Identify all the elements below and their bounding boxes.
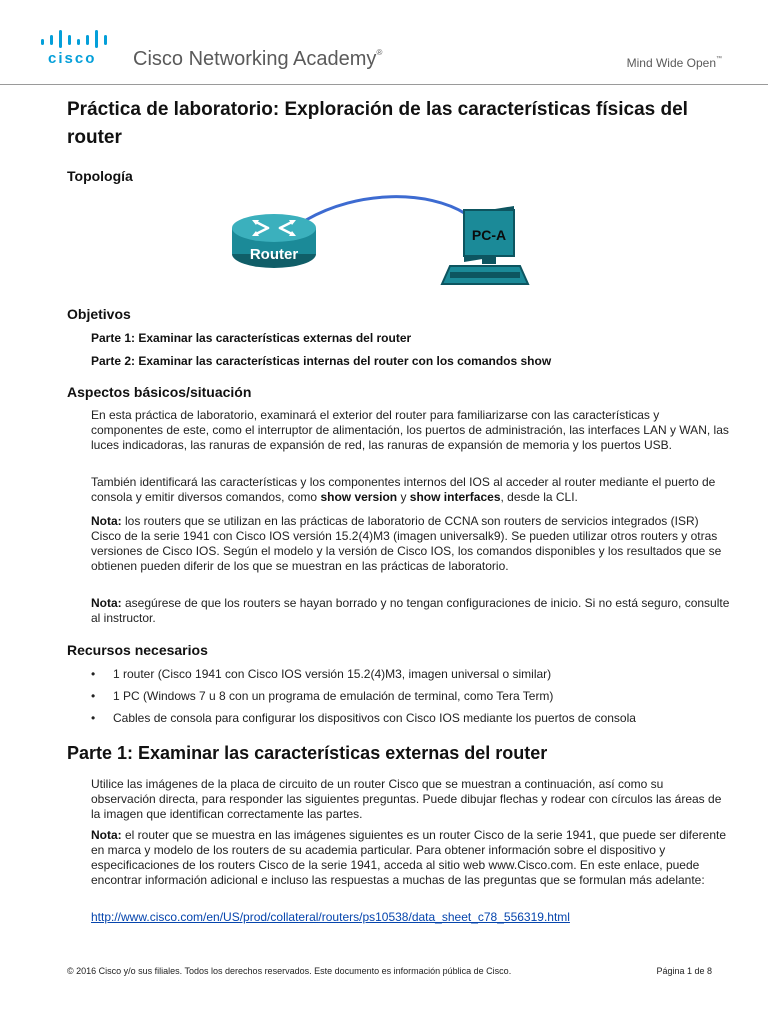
objetivo-parte-2: Parte 2: Examinar las características internas del router con los comandos show — [91, 354, 552, 368]
list-item: • 1 router (Cisco 1941 con Cisco IOS versión 15.2(4)M3, imagen universal o similar) — [91, 667, 731, 689]
footer-copyright: © 2016 Cisco y/o sus filiales. Todos los derechos reservados. Este documento es información pública de Cisco. — [67, 966, 512, 976]
page-header — [0, 0, 768, 85]
parte-1-heading: Parte 1: Examinar las características externas del router — [67, 743, 548, 763]
objetivo-parte-1: Parte 1: Examinar las características externas del router — [91, 331, 412, 345]
footer-page-number: Página 1 de 8 — [656, 966, 712, 976]
aspectos-paragraph-1: En esta práctica de laboratorio, examinará el exterior del router para familiarizarse con las características y componentes de este, como el interruptor de alimentación, los puertos de administración, las interfaces LAN y WAN, las luces indicadoras, las ranuras de expansión de red, las ranuras de expansión de memoria y los puertos USB. — [91, 408, 729, 452]
list-item: • 1 PC (Windows 7 u 8 con un programa de emulación de terminal, como Tera Term) — [91, 689, 731, 711]
pc-label: PC-A — [471, 227, 507, 243]
aspectos-note-1: Nota: los routers que se utilizan en las prácticas de laboratorio de CCNA son routers de servicios integrados (ISR) Cisco de la serie 1941 con Cisco IOS versión 15.2(4)M3 (imagen universalk9). Se pueden utilizar otros routers y otras versiones de Cisco IOS. Según el modelo y la versión de Cisco IOS, los comandos disponibles y los resultados que se obtienen pueden diferir de los que se muestran en las prácticas de laboratorio. — [91, 514, 722, 573]
document-title: Práctica de laboratorio: Exploración de las características físicas del router — [67, 99, 688, 148]
aspectos-note-2: Nota: asegúrese de que los routers se hayan borrado y no tengan configuraciones de inicio. Si no está seguro, consulte al instructor. — [91, 596, 730, 625]
router-icon — [232, 214, 316, 268]
cisco-logo-bars-icon — [40, 30, 114, 48]
pc-icon — [442, 206, 528, 284]
list-item: • Cables de consola para configurar los dispositivos con Cisco IOS mediante los puertos de consola — [91, 711, 731, 733]
parte-1-paragraph-1: Utilice las imágenes de la placa de circuito de un router Cisco que se muestran a continuación, así como su observación directa, para responder las siguientes preguntas. Puede dibujar flechas y rodear con círculos las áreas de la imagen que identifican correctamente las partes. — [91, 777, 722, 821]
topologia-heading: Topología — [67, 168, 133, 184]
datasheet-link[interactable]: http://www.cisco.com/en/US/prod/collateral/routers/ps10538/data_sheet_c78_556319.html — [91, 910, 570, 924]
tagline: Mind Wide Open™ — [626, 56, 722, 70]
recursos-list — [91, 667, 731, 733]
parte-1-note: Nota: el router que se muestra en las imágenes siguientes es un router Cisco de la serie 1941, que puede ser diferente en marca y modelo de los routers de su academia particular. Para obtener información sobre el dispositivo y especificaciones de los routers Cisco de la serie 1941, acceda al sitio web www.Cisco.com. En este enlace, puede encontrar información adicional e incluso las respuestas a muchas de las preguntas que se formulan más adelante: — [91, 828, 727, 887]
recursos-heading: Recursos necesarios — [67, 642, 208, 658]
console-cable — [306, 197, 466, 220]
topology-diagram — [228, 192, 548, 292]
objetivos-heading: Objetivos — [67, 306, 131, 322]
router-label: Router — [249, 246, 299, 263]
aspectos-heading: Aspectos básicos/situación — [67, 384, 252, 400]
academy-name: Cisco Networking Academy® — [133, 48, 383, 70]
cisco-logo-text: cisco — [48, 50, 97, 67]
aspectos-paragraph-2: También identificará las características y los componentes internos del IOS al acceder al router mediante el puerto de consola y emitir diversos comandos, como show version y show interfaces, desde la CLI. — [91, 475, 716, 504]
